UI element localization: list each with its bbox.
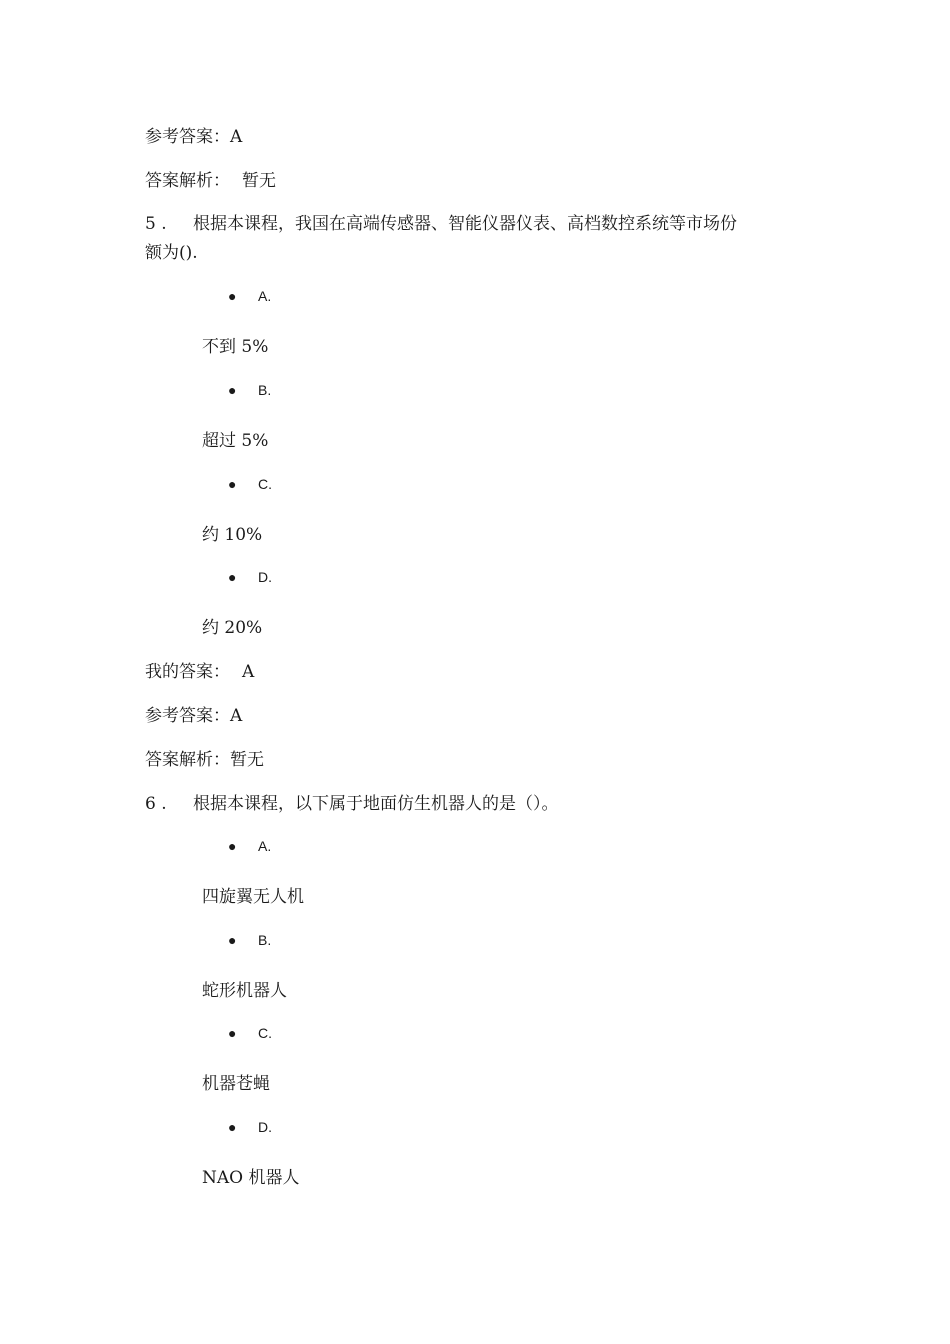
question-text: 根据本课程，我国在高端传感器、智能仪器仪表、高档数控系统等市场份: [193, 214, 737, 234]
reference-answer: [145, 126, 242, 148]
my-answer-label: 我的答案：: [145, 662, 230, 682]
option-b-text: 蛇形机器人: [202, 981, 287, 1001]
question-5-line-1: [145, 213, 737, 235]
option-c-marker: [228, 1023, 272, 1043]
option-letter: A.: [258, 288, 272, 304]
option-a-text: 不到 5%: [202, 337, 269, 357]
bullet-icon: ●: [228, 838, 237, 854]
option-b-marker: [228, 380, 271, 400]
answer-analysis-label: 答案解析：: [145, 171, 230, 191]
question-number: 5 .: [145, 214, 167, 234]
answer-analysis-value: 暂无: [242, 171, 276, 191]
bullet-icon: ●: [228, 1025, 237, 1041]
option-d-text: 约 20%: [202, 618, 263, 638]
bullet-icon: ●: [228, 1119, 237, 1135]
question-6-line-1: [145, 793, 559, 815]
bullet-icon: ●: [228, 932, 237, 948]
answer-analysis-value: 暂无: [230, 750, 264, 770]
question-text: 根据本课程，以下属于地面仿生机器人的是（）。: [193, 794, 559, 814]
option-d-marker: [228, 567, 272, 587]
option-letter: C.: [258, 476, 272, 492]
option-c-marker: [228, 474, 272, 494]
option-letter: B.: [258, 382, 272, 398]
option-letter: D.: [258, 1119, 272, 1135]
bullet-icon: ●: [228, 476, 237, 492]
reference-answer-value: A: [230, 706, 243, 726]
option-letter: D.: [258, 569, 272, 585]
option-b-text: 超过 5%: [202, 431, 269, 451]
reference-answer: [145, 705, 242, 727]
option-d-text: NAO 机器人: [202, 1168, 300, 1188]
bullet-icon: ●: [228, 382, 237, 398]
bullet-icon: ●: [228, 569, 237, 585]
option-c-text: 机器苍蝇: [202, 1074, 270, 1094]
option-b-marker: [228, 930, 271, 950]
answer-analysis: [145, 170, 276, 192]
question-number: 6 .: [145, 794, 167, 814]
my-answer: [145, 661, 254, 683]
question-5-line-2: [145, 242, 198, 264]
bullet-icon: ●: [228, 288, 237, 304]
reference-answer-value: A: [230, 127, 243, 147]
option-a-text: 四旋翼无人机: [202, 887, 304, 907]
option-a-marker: [228, 836, 271, 856]
my-answer-value: A: [242, 662, 255, 682]
option-letter: A.: [258, 838, 272, 854]
answer-analysis-label: 答案解析：: [145, 750, 230, 770]
option-a-marker: [228, 286, 271, 306]
question-text-continued: 额为().: [145, 243, 198, 263]
answer-analysis: [145, 749, 264, 771]
option-letter: C.: [258, 1025, 272, 1041]
option-letter: B.: [258, 932, 272, 948]
reference-answer-label: 参考答案：: [145, 127, 230, 147]
option-d-marker: [228, 1117, 272, 1137]
option-c-text: 约 10%: [202, 525, 263, 545]
reference-answer-label: 参考答案：: [145, 706, 230, 726]
